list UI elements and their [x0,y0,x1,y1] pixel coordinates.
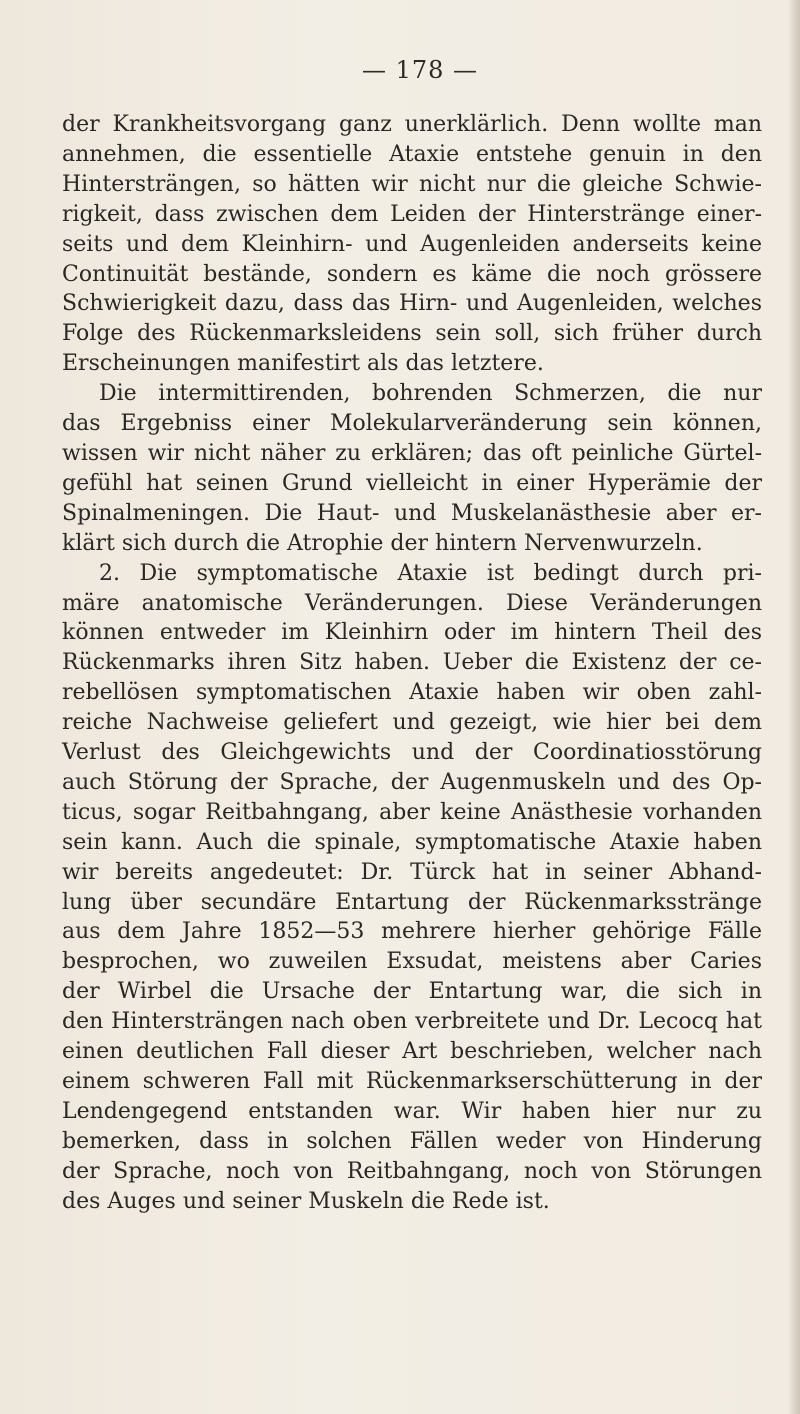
text-line: wissen wir nicht näher zu erklären; das oft peinliche Gürtel- [62,440,762,466]
text-line: aus dem Jahre 1852—53 mehrere hierher gehörige Fälle [62,919,762,945]
text-line: Erscheinungen manifestirt als das letztere. [62,351,544,377]
text-line: klärt sich durch die Atrophie der hintern Nervenwurzeln. [62,530,703,556]
page-edge-shadow [788,0,800,1414]
text-line: 2. Die symptomatische Ataxie ist bedingt durch pri- [99,560,762,586]
text-line: den Hintersträngen nach oben verbreitete und Dr. Lecocq hat [62,1009,762,1035]
text-line: gefühl hat seinen Grund vielleicht in einer Hyperämie der [62,470,762,496]
text-line: Schwierigkeit dazu, dass das Hirn- und Augenleiden, welches [62,291,762,317]
text-line: Spinalmeningen. Die Haut- und Muskelanästhesie aber er- [62,500,762,526]
text-line: das Ergebniss einer Molekularveränderung sein können, [62,411,762,437]
text-line: einen deutlichen Fall dieser Art beschrieben, welcher nach [62,1039,762,1065]
text-line: rebellösen symptomatischen Ataxie haben wir oben zahl- [62,680,762,706]
text-line: auch Störung der Sprache, der Augenmuskeln und des Op- [62,769,762,795]
page-number: — 178 — [361,56,479,84]
text-line: reiche Nachweise geliefert und gezeigt, wie hier bei dem [62,710,762,736]
text-line: Verlust des Gleichgewichts und der Coordinatiosstörung [62,740,762,766]
text-line: bemerken, dass in solchen Fällen weder von Hinderung [62,1128,762,1154]
text-line: einem schweren Fall mit Rückenmarkserschütterung in der [62,1069,762,1094]
text-line: Rückenmarks ihren Sitz haben. Ueber die Existenz der ce- [62,650,762,676]
text-line: der Krankheitsvorgang ganz unerklärlich. Denn wollte man [62,112,762,137]
body-text [62,110,762,1217]
text-line: Lendengegend entstanden war. Wir haben hier nur zu [62,1098,762,1124]
text-line: Hintersträngen, so hätten wir nicht nur die gleiche Schwie- [62,171,762,197]
text-line: ticus, sogar Reitbahngang, aber keine Anästhesie vorhanden [62,799,762,825]
text-line: rigkeit, dass zwischen dem Leiden der Hinterstränge einer- [62,201,762,227]
text-line: Continuität bestände, sondern es käme die noch grössere [62,261,762,287]
text-line: können entweder im Kleinhirn oder im hintern Theil des [62,620,762,646]
text-line: sein kann. Auch die spinale, symptomatische Ataxie haben [62,829,762,855]
text-line: besprochen, wo zuweilen Exsudat, meistens aber Caries [62,949,762,975]
text-line: wir bereits angedeutet: Dr. Türck hat in seiner Abhand- [62,859,762,885]
text-line: der Sprache, noch von Reitbahngang, noch von Störungen [62,1158,762,1184]
text-line: lung über secundäre Entartung der Rückenmarksstränge [62,889,762,915]
text-line: Folge des Rückenmarksleidens sein soll, sich früher durch [62,321,762,347]
text-line: seits und dem Kleinhirn- und Augenleiden anderseits keine [62,231,762,257]
text-line: der Wirbel die Ursache der Entartung war, die sich in [62,979,762,1005]
text-line: des Auges und seiner Muskeln die Rede ist. [62,1188,550,1214]
text-line: märe anatomische Veränderungen. Diese Veränderungen [62,590,762,616]
text-line: Die intermittirenden, bohrenden Schmerzen, die nur [99,381,762,407]
text-line: annehmen, die essentielle Ataxie entstehe genuin in den [62,141,762,167]
